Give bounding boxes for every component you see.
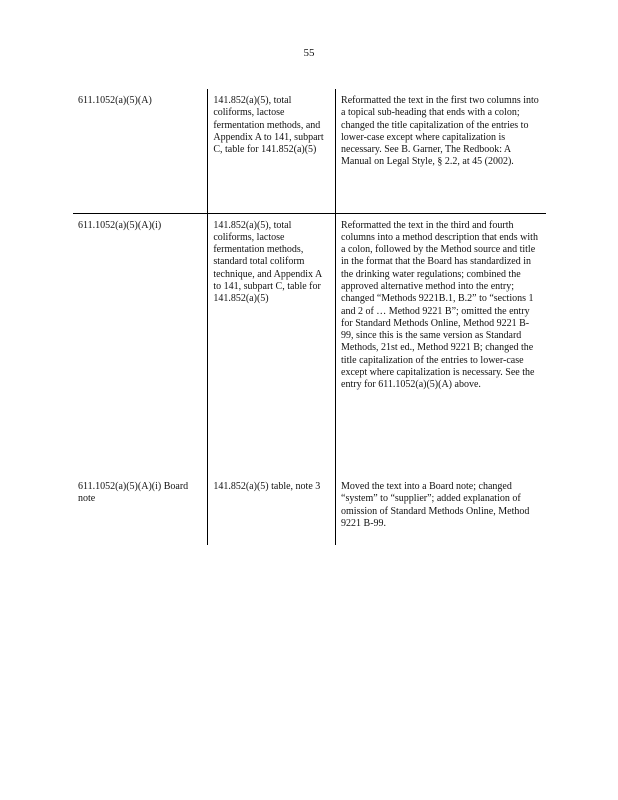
table-row xyxy=(73,475,546,545)
revision-note: Reformatted the text in the first two columns into a topical sub-heading that ends with a colon; changed the title capitalization of the entries to lower-case except where capitalization is necessary. See B. Garner, The Redbook: A Manual on Legal Style, § 2.2, at 45 (2002). xyxy=(341,95,539,168)
section-cell xyxy=(73,89,208,213)
source-citation: 141.852(a)(5), total coliforms, lactose fermentation methods, and Appendix A to 141, subpart C, table for 141.852(a)(5) xyxy=(213,95,324,156)
section-citation: 611.1052(a)(5)(A)(i) xyxy=(78,219,162,231)
source-cell xyxy=(208,213,336,475)
source-cell xyxy=(208,475,336,545)
note-cell xyxy=(336,475,546,545)
revision-note: Moved the text into a Board note; changed “system” to “supplier”; added explanation of omission of Standard Methods Online, Method 9221 B-99. xyxy=(341,481,530,529)
source-cell xyxy=(208,89,336,213)
section-cell xyxy=(73,475,208,545)
crosswalk-table xyxy=(73,89,546,545)
revision-note: Reformatted the text in the third and fourth columns into a method description that ends with a colon, followed by the Method source and title in the format that the Board has standardized in the drinking water regulations; combined the approved alternative method into the entry; changed “Methods 9221B.1, B.2” to “sections 1 and 2 of … Method 9221 B”; omitted the entry for Standard Methods Online, Method 9221 B-99, since this is the same version as Standard Methods, 21st ed., Method 9221 B; changed the title capitalization of the entries to lower-case except where capitalization is necessary. See the entry for 611.1052(a)(5)(A) above. xyxy=(341,219,538,391)
section-citation: 611.1052(a)(5)(A)(i) Board note xyxy=(78,481,189,505)
source-citation: 141.852(a)(5) table, note 3 xyxy=(213,481,321,492)
section-citation: 611.1052(a)(5)(A) xyxy=(78,95,152,106)
source-citation: 141.852(a)(5), total coliforms, lactose fermentation methods, standard total coliform technique, and Appendix A to 141, subpart C, table for 141.852(a)(5) xyxy=(213,219,322,305)
note-cell xyxy=(336,89,546,213)
note-cell xyxy=(336,213,546,475)
page-number: 55 xyxy=(303,47,315,59)
table-row xyxy=(73,89,546,213)
section-cell xyxy=(73,213,208,475)
table-row xyxy=(73,213,546,475)
